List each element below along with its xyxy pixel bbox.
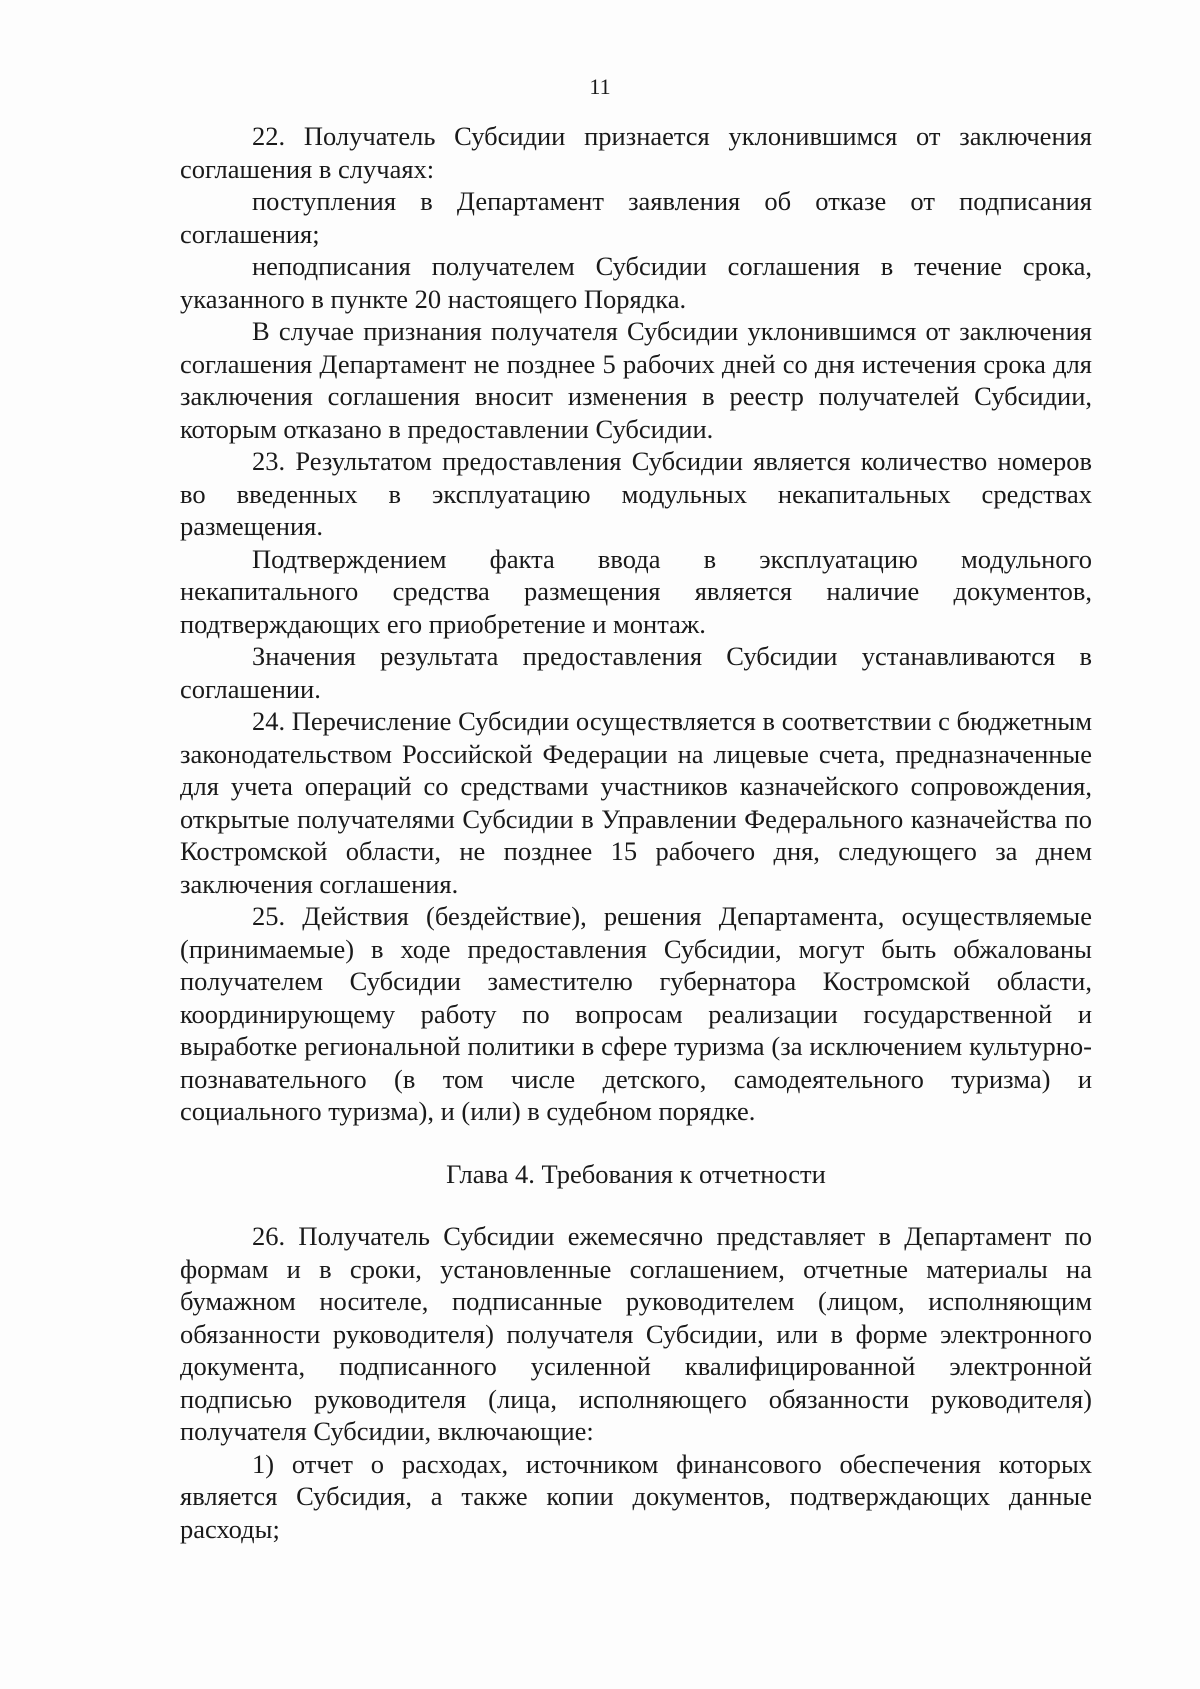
chapter-heading: Глава 4. Требования к отчетности [446, 1158, 826, 1189]
paragraph-22: 22. Получатель Субсидии признается уклонившимся от заключения соглашения в случаях: [180, 121, 1092, 184]
paragraph-26: 26. Получатель Субсидии ежемесячно представляет в Департамент по формам и в сроки, установленные соглашением, отчетные материалы на бумажном носителе, подписанные руководителем (лицом, исполняющим обязанности руководителя) получателя Субсидии, или в форме электронного документа, подписанного усиленной квалифицированной электронной подписью руководителя (лица, исполняющего обязанности руководителя) получателя Субсидии, включающие: [180, 1221, 1092, 1446]
paragraph-23: 23. Результатом предоставления Субсидии является количество номеров во введенных в эксплуатацию модульных некапитальных средствах размещения. [180, 446, 1092, 541]
document-body [180, 120, 1092, 1545]
paragraph-26-item-1: 1) отчет о расходах, источником финансового обеспечения которых является Субсидия, а также копии документов, подтверждающих данные расходы; [180, 1448, 1092, 1544]
paragraph-24: 24. Перечисление Субсидии осуществляется в соответствии с бюджетным законодательством Российской Федерации на лицевые счета, предназначенные для учета операций со средствами участников казначейского сопровождения, открытые получателями Субсидии в Управлении Федерального казначейства по Костромской области, не позднее 15 рабочего дня, следующего за днем заключения соглашения. [180, 706, 1092, 899]
paragraph-23-values: Значения результата предоставления Субсидии устанавливаются в соглашении. [180, 641, 1092, 704]
paragraph-23-confirmation: Подтверждением факта ввода в эксплуатацию модульного некапитального средства размещения является наличие документов, подтверждающих его приобретение и монтаж. [180, 543, 1092, 639]
page-number: 11 [589, 74, 611, 99]
paragraph-22-registry: В случае признания получателя Субсидии уклонившимся от заключения соглашения Департамент не позднее 5 рабочих дней со дня истечения срока для заключения соглашения вносит изменения в реестр получателей Субсидии, которым отказано в предоставлении Субсидии. [180, 316, 1092, 444]
paragraph-22-case-2: неподписания получателем Субсидии соглашения в течение срока, указанного в пункте 20 настоящего Порядка. [180, 251, 1092, 314]
paragraph-22-case-1: поступления в Департамент заявления об отказе от подписания соглашения; [180, 186, 1092, 249]
paragraph-25: 25. Действия (бездействие), решения Департамента, осуществляемые (принимаемые) в ходе предоставления Субсидии, могут быть обжалованы получателем Субсидии заместителю губернатора Костромской области, координирующему работу по вопросам реализации государственной и выработке региональной политики в сфере туризма (за исключением культурно-познавательного (в том числе детского, самодеятельного туризма) и социального туризма), и (или) в судебном порядке. [180, 901, 1092, 1126]
